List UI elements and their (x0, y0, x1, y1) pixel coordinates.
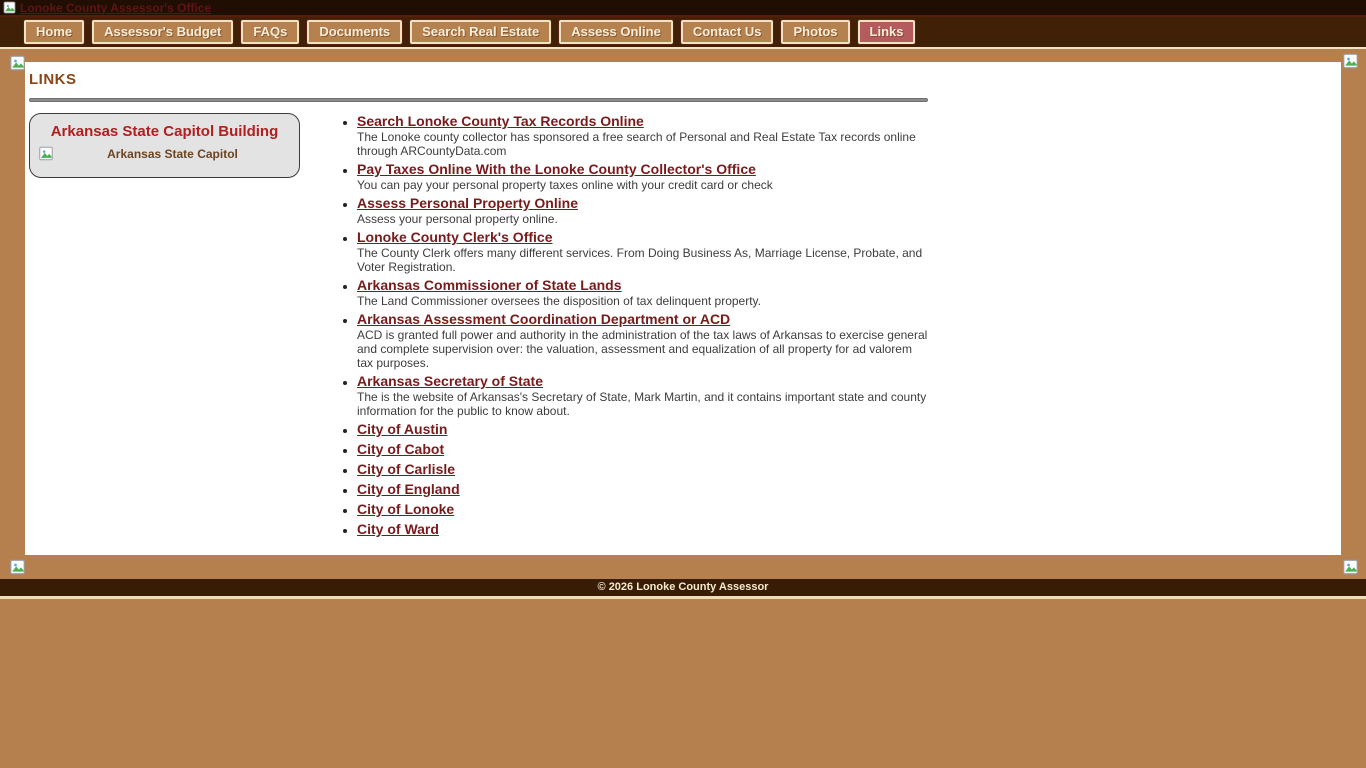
footer (0, 579, 1366, 596)
link-description: Assess your personal property online. (357, 212, 558, 226)
list-item (357, 461, 935, 478)
list-item (357, 441, 935, 458)
content-area (0, 49, 1366, 579)
broken-image-icon (38, 146, 54, 161)
list-item (357, 481, 935, 498)
link-description: The Lonoke county collector has sponsored a free search of Personal and Real Estate Tax records online through ARCountyData.com (357, 130, 916, 158)
nav-button-documents[interactable]: Documents (307, 20, 402, 44)
broken-image-icon (9, 55, 26, 71)
links-list (340, 113, 935, 541)
left-column (28, 113, 340, 541)
page-panel (25, 62, 1341, 555)
list-item (357, 229, 935, 274)
capitol-image-box (29, 113, 300, 178)
divider-rule (29, 98, 928, 102)
list-item (357, 113, 935, 158)
site-home-link[interactable]: Lonoke County Assessor's Office (20, 0, 212, 15)
footer-divider (0, 596, 1366, 599)
list-item (357, 161, 935, 192)
link-assess-personal-property-online[interactable]: Assess Personal Property Online (357, 195, 578, 211)
nav-button-search-real-estate[interactable]: Search Real Estate (410, 20, 551, 44)
nav-button-photos[interactable]: Photos (781, 20, 849, 44)
broken-image-icon (9, 559, 26, 575)
list-item (357, 195, 935, 226)
link-description: You can pay your personal property taxes online with your credit card or check (357, 178, 773, 192)
link-city-of-england[interactable]: City of England (357, 481, 460, 497)
list-item (357, 501, 935, 518)
broken-image-icon (1342, 559, 1359, 575)
nav-button-assess-online[interactable]: Assess Online (559, 20, 673, 44)
link-city-of-ward[interactable]: City of Ward (357, 521, 439, 537)
main-nav (0, 15, 1366, 49)
nav-button-contact-us[interactable]: Contact Us (681, 20, 774, 44)
broken-image-icon (1342, 53, 1359, 69)
link-lonoke-county-clerk-s-office[interactable]: Lonoke County Clerk's Office (357, 229, 553, 245)
link-city-of-austin[interactable]: City of Austin (357, 421, 448, 437)
link-arkansas-assessment-coordination-department-or-acd[interactable]: Arkansas Assessment Coordination Department or ACD (357, 311, 731, 327)
page-title: LINKS (29, 71, 77, 88)
list-item (357, 421, 935, 438)
link-description: The County Clerk offers many different services. From Doing Business As, Marriage License, Probate, and Voter Registration. (357, 246, 923, 274)
link-arkansas-commissioner-of-state-lands[interactable]: Arkansas Commissioner of State Lands (357, 277, 622, 293)
list-item (357, 373, 935, 418)
link-description: The is the website of Arkansas's Secretary of State, Mark Martin, and it contains important state and county information for the public to know about. (357, 390, 927, 418)
capitol-image-alt: Arkansas State Capitol (107, 146, 238, 161)
link-description: The Land Commissioner oversees the disposition of tax delinquent property. (357, 294, 761, 308)
link-arkansas-secretary-of-state[interactable]: Arkansas Secretary of State (357, 373, 543, 389)
link-pay-taxes-online-with-the-lonoke-county-collector-s-office[interactable]: Pay Taxes Online With the Lonoke County Collector's Office (357, 161, 756, 177)
link-description: ACD is granted full power and authority in the administration of the tax laws of Arkansas to exercise general and complete supervision over: the valuation, assessment and equalization of all property for ad valorem tax purposes. (357, 328, 928, 370)
nav-button-assessor-s-budget[interactable]: Assessor's Budget (92, 20, 233, 44)
list-item (357, 311, 935, 370)
link-city-of-carlisle[interactable]: City of Carlisle (357, 461, 456, 477)
nav-button-faqs[interactable]: FAQs (241, 20, 299, 44)
capitol-image (38, 146, 291, 161)
nav-button-home[interactable]: Home (24, 20, 84, 44)
nav-button-links[interactable]: Links (858, 20, 916, 44)
list-item (357, 521, 935, 538)
broken-image-icon (3, 1, 16, 14)
capitol-box-title: Arkansas State Capitol Building (50, 123, 279, 140)
list-item (357, 277, 935, 308)
content-columns (28, 113, 1333, 541)
link-city-of-lonoke[interactable]: City of Lonoke (357, 501, 455, 517)
copyright-text: © 2026 Lonoke County Assessor (597, 581, 769, 593)
site-header (0, 0, 1366, 15)
link-city-of-cabot[interactable]: City of Cabot (357, 441, 445, 457)
link-search-lonoke-county-tax-records-online[interactable]: Search Lonoke County Tax Records Online (357, 113, 644, 129)
